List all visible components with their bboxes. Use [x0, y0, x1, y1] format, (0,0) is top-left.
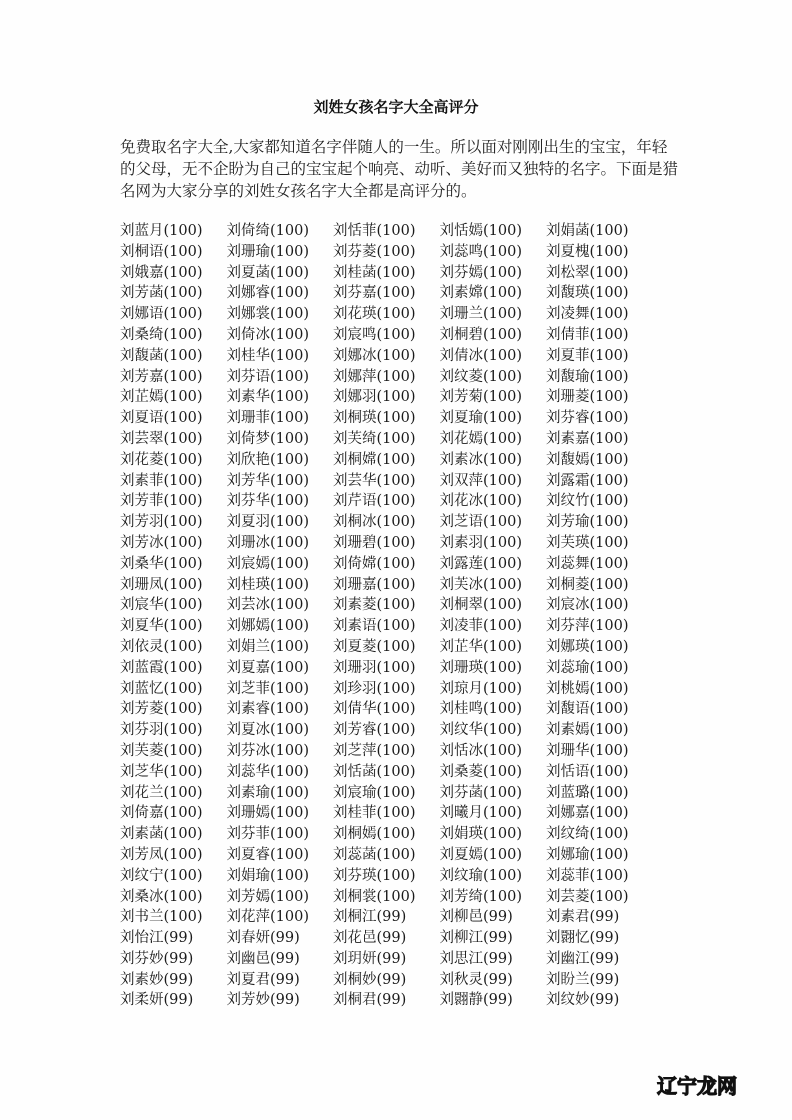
name-entry: 刘桐君(99) — [333, 992, 407, 1009]
name-entry: 刘夏槐(100) — [546, 243, 629, 260]
name-entry: 刘柳邑(99) — [439, 909, 513, 926]
name-entry: 刘芳嘉(100) — [120, 368, 203, 385]
name-entry: 刘蕊瑜(100) — [546, 659, 629, 676]
name-entry: 刘桐妙(99) — [333, 971, 407, 988]
names-row — [120, 533, 660, 554]
name-entry: 刘柳江(99) — [439, 930, 513, 947]
name-entry: 刘芸翠(100) — [120, 430, 203, 447]
name-entry: 刘芷嫣(100) — [120, 389, 203, 406]
watermark-part2: 龙网 — [697, 1074, 737, 1098]
name-entry: 刘芷华(100) — [439, 638, 522, 655]
name-entry: 刘纹绮(100) — [546, 826, 629, 843]
name-entry: 刘娟菡(100) — [546, 223, 629, 239]
name-entry: 刘盼兰(99) — [546, 971, 620, 988]
name-entry: 刘珊嘉(100) — [333, 576, 416, 593]
name-entry: 刘素华(100) — [226, 389, 309, 406]
name-entry: 刘夏嫣(100) — [439, 846, 522, 863]
name-entry: 刘娜嘉(100) — [546, 805, 629, 822]
name-entry: 刘珊菲(100) — [226, 410, 309, 427]
name-entry: 刘芙菱(100) — [120, 742, 203, 759]
name-entry: 刘翾静(99) — [439, 992, 513, 1009]
name-entry: 刘花瑛(100) — [333, 306, 416, 323]
name-entry: 刘松翠(100) — [546, 264, 629, 281]
name-entry: 刘蓝月(100) — [120, 223, 203, 239]
name-entry: 刘珊兰(100) — [439, 306, 522, 323]
name-entry: 刘夏君(99) — [226, 971, 300, 988]
names-row — [120, 803, 660, 824]
names-row — [120, 221, 660, 242]
name-entry: 刘宸冰(100) — [546, 597, 629, 614]
name-entry: 刘娜语(100) — [120, 306, 203, 323]
name-entry: 刘花冰(100) — [439, 493, 522, 510]
name-entry: 刘桐嫣(100) — [333, 826, 416, 843]
names-row — [120, 866, 660, 887]
name-entry: 刘桂华(100) — [226, 347, 309, 364]
name-entry: 刘桑冰(100) — [120, 888, 203, 905]
names-row — [120, 907, 660, 928]
name-entry: 刘蕊菡(100) — [333, 846, 416, 863]
name-entry: 刘娜瑛(100) — [546, 638, 629, 655]
name-entry: 刘蕊华(100) — [226, 763, 309, 780]
name-entry: 刘素睿(100) — [226, 701, 309, 718]
name-entry: 刘芝华(100) — [120, 763, 203, 780]
name-entry: 刘桃嫣(100) — [546, 680, 629, 697]
name-entry: 刘芙绮(100) — [333, 430, 416, 447]
name-entry: 刘素妙(99) — [120, 971, 194, 988]
name-entry: 刘芬嘉(100) — [333, 285, 416, 302]
names-row — [120, 325, 660, 346]
name-entry: 刘思江(99) — [439, 950, 513, 967]
name-entry: 刘欣艳(100) — [226, 451, 309, 468]
name-entry: 刘倚绮(100) — [226, 223, 309, 239]
name-entry: 刘娟瑛(100) — [439, 826, 522, 843]
name-entry: 刘恬语(100) — [546, 763, 629, 780]
name-entry: 刘蓝霞(100) — [120, 659, 203, 676]
name-entry: 刘娜冰(100) — [333, 347, 416, 364]
name-entry: 刘翾忆(99) — [546, 930, 620, 947]
name-entry: 刘双萍(100) — [439, 472, 522, 489]
name-entry: 刘芬语(100) — [226, 368, 309, 385]
name-entry: 刘馥瑛(100) — [546, 285, 629, 302]
name-entry: 刘芬萍(100) — [546, 618, 629, 635]
name-entry: 刘芬睿(100) — [546, 410, 629, 427]
name-entry: 刘芸冰(100) — [226, 597, 309, 614]
names-row — [120, 512, 660, 533]
names-row — [120, 699, 660, 720]
name-entry: 刘倚梦(100) — [226, 430, 309, 447]
name-entry: 刘玥妍(99) — [333, 950, 407, 967]
name-entry: 刘芬菱(100) — [333, 243, 416, 260]
name-entry: 刘依灵(100) — [120, 638, 203, 655]
name-entry: 刘芳睿(100) — [333, 722, 416, 739]
names-row — [120, 346, 660, 367]
name-entry: 刘珊华(100) — [546, 742, 629, 759]
name-entry: 刘蓝璐(100) — [546, 784, 629, 801]
name-entry: 刘夏嘉(100) — [226, 659, 309, 676]
name-entry: 刘纹竹(100) — [546, 493, 629, 510]
name-entry: 刘桐语(100) — [120, 243, 203, 260]
names-row — [120, 471, 660, 492]
names-row — [120, 679, 660, 700]
name-entry: 刘花萍(100) — [226, 909, 309, 926]
names-row — [120, 242, 660, 263]
names-row — [120, 824, 660, 845]
name-entry: 刘芝萍(100) — [333, 742, 416, 759]
name-entry: 刘芬妙(99) — [120, 950, 194, 967]
names-row — [120, 928, 660, 949]
name-entry: 刘桑华(100) — [120, 555, 203, 572]
name-entry: 刘素语(100) — [333, 618, 416, 635]
name-entry: 刘纹华(100) — [439, 722, 522, 739]
name-entry: 刘芳嫣(100) — [226, 888, 309, 905]
names-row — [120, 783, 660, 804]
name-entry: 刘芹语(100) — [333, 493, 416, 510]
name-entry: 刘纹瑜(100) — [439, 867, 522, 884]
name-entry: 刘宸瑜(100) — [333, 784, 416, 801]
name-entry: 刘倩华(100) — [333, 701, 416, 718]
name-entry: 刘娜瑜(100) — [546, 846, 629, 863]
name-entry: 刘恬菡(100) — [333, 763, 416, 780]
names-row — [120, 575, 660, 596]
names-grid — [120, 221, 660, 1011]
name-entry: 刘素嫦(100) — [439, 285, 522, 302]
name-entry: 刘馥嫣(100) — [546, 451, 629, 468]
name-entry: 刘怡江(99) — [120, 930, 194, 947]
name-entry: 刘夏睿(100) — [226, 846, 309, 863]
name-entry: 刘芬嫣(100) — [439, 264, 522, 281]
name-entry: 刘芙冰(100) — [439, 576, 522, 593]
name-entry: 刘珊瑛(100) — [439, 659, 522, 676]
name-entry: 刘凌舞(100) — [546, 306, 629, 323]
names-row — [120, 741, 660, 762]
name-entry: 刘露莲(100) — [439, 555, 522, 572]
names-row — [120, 720, 660, 741]
name-entry: 刘素瑜(100) — [226, 784, 309, 801]
name-entry: 刘素嘉(100) — [546, 430, 629, 447]
name-entry: 刘珊碧(100) — [333, 534, 416, 551]
name-entry: 刘夏菲(100) — [546, 347, 629, 364]
names-row — [120, 970, 660, 991]
names-row — [120, 283, 660, 304]
name-entry: 刘素菡(100) — [120, 826, 203, 843]
name-entry: 刘夏瑜(100) — [439, 410, 522, 427]
names-row — [120, 450, 660, 471]
name-entry: 刘花菱(100) — [120, 451, 203, 468]
name-entry: 刘倚冰(100) — [226, 326, 309, 343]
name-entry: 刘纹宁(100) — [120, 867, 203, 884]
name-entry: 刘芳绮(100) — [439, 888, 522, 905]
name-entry: 刘露霜(100) — [546, 472, 629, 489]
name-entry: 刘桐瑛(100) — [333, 410, 416, 427]
name-entry: 刘桐江(99) — [333, 909, 407, 926]
name-entry: 刘珊瑜(100) — [226, 243, 309, 260]
names-row — [120, 263, 660, 284]
name-entry: 刘蕊菲(100) — [546, 867, 629, 884]
name-entry: 刘娜嫣(100) — [226, 618, 309, 635]
name-entry: 刘珊嫣(100) — [226, 805, 309, 822]
name-entry: 刘芬菡(100) — [439, 784, 522, 801]
name-entry: 刘琼月(100) — [439, 680, 522, 697]
name-entry: 刘芳妙(99) — [226, 992, 300, 1009]
name-entry: 刘幽邑(99) — [226, 950, 300, 967]
names-row — [120, 887, 660, 908]
name-entry: 刘馥菡(100) — [120, 347, 203, 364]
name-entry: 刘秋灵(99) — [439, 971, 513, 988]
name-entry: 刘桐嫦(100) — [333, 451, 416, 468]
name-entry: 刘桑菱(100) — [439, 763, 522, 780]
name-entry: 刘芳菡(100) — [120, 285, 203, 302]
name-entry: 刘珊凤(100) — [120, 576, 203, 593]
names-row — [120, 845, 660, 866]
name-entry: 刘素菲(100) — [120, 472, 203, 489]
name-entry: 刘桂鸣(100) — [439, 701, 522, 718]
name-entry: 刘芳凤(100) — [120, 846, 203, 863]
name-entry: 刘娜裳(100) — [226, 306, 309, 323]
names-row — [120, 637, 660, 658]
name-entry: 刘桑绮(100) — [120, 326, 203, 343]
name-entry: 刘素君(99) — [546, 909, 620, 926]
name-entry: 刘宸嫣(100) — [226, 555, 309, 572]
name-entry: 刘芳瑜(100) — [546, 514, 629, 531]
name-entry: 刘曦月(100) — [439, 805, 522, 822]
name-entry: 刘素菱(100) — [333, 597, 416, 614]
names-row — [120, 387, 660, 408]
name-entry: 刘芬菲(100) — [226, 826, 309, 843]
name-entry: 刘恬嫣(100) — [439, 223, 522, 239]
name-entry: 刘芸华(100) — [333, 472, 416, 489]
name-entry: 刘娟瑜(100) — [226, 867, 309, 884]
name-entry: 刘芬瑛(100) — [333, 867, 416, 884]
name-entry: 刘倚嫦(100) — [333, 555, 416, 572]
name-entry: 刘花兰(100) — [120, 784, 203, 801]
names-row — [120, 408, 660, 429]
document-title: 刘姓女孩名字大全高评分 — [313, 98, 479, 116]
name-entry: 刘珊菱(100) — [546, 389, 629, 406]
name-entry: 刘芳冰(100) — [120, 534, 203, 551]
name-entry: 刘芝语(100) — [439, 514, 522, 531]
name-entry: 刘蕊舞(100) — [546, 555, 629, 572]
watermark-part1: 辽宁 — [657, 1074, 697, 1098]
names-row — [120, 658, 660, 679]
name-entry: 刘芳菱(100) — [120, 701, 203, 718]
names-row — [120, 367, 660, 388]
names-row — [120, 762, 660, 783]
names-row — [120, 949, 660, 970]
name-entry: 刘芙瑛(100) — [546, 534, 629, 551]
watermark-logo — [657, 1070, 737, 1099]
name-entry: 刘桂瑛(100) — [226, 576, 309, 593]
name-entry: 刘书兰(100) — [120, 909, 203, 926]
name-entry: 刘夏菱(100) — [333, 638, 416, 655]
name-entry: 刘桐菱(100) — [546, 576, 629, 593]
name-entry: 刘珍羽(100) — [333, 680, 416, 697]
name-entry: 刘恬冰(100) — [439, 742, 522, 759]
name-entry: 刘娜睿(100) — [226, 285, 309, 302]
name-entry: 刘娜羽(100) — [333, 389, 416, 406]
name-entry: 刘馥瑜(100) — [546, 368, 629, 385]
name-entry: 刘蕊鸣(100) — [439, 243, 522, 260]
name-entry: 刘夏羽(100) — [226, 514, 309, 531]
names-row — [120, 554, 660, 575]
name-entry: 刘花嫣(100) — [439, 430, 522, 447]
name-entry: 刘娟兰(100) — [226, 638, 309, 655]
name-entry: 刘芬羽(100) — [120, 722, 203, 739]
name-entry: 刘素冰(100) — [439, 451, 522, 468]
name-entry: 刘恬菲(100) — [333, 223, 416, 239]
name-entry: 刘倚嘉(100) — [120, 805, 203, 822]
name-entry: 刘桐翠(100) — [439, 597, 522, 614]
name-entry: 刘夏冰(100) — [226, 722, 309, 739]
name-entry: 刘宸华(100) — [120, 597, 203, 614]
names-row — [120, 304, 660, 325]
name-entry: 刘夏华(100) — [120, 618, 203, 635]
names-row — [120, 429, 660, 450]
names-row — [120, 595, 660, 616]
name-entry: 刘纹妙(99) — [546, 992, 620, 1009]
name-entry: 刘桂菲(100) — [333, 805, 416, 822]
name-entry: 刘芬冰(100) — [226, 742, 309, 759]
name-entry: 刘春妍(99) — [226, 930, 300, 947]
name-entry: 刘娜萍(100) — [333, 368, 416, 385]
name-entry: 刘幽江(99) — [546, 950, 620, 967]
names-row — [120, 491, 660, 512]
name-entry: 刘蓝忆(100) — [120, 680, 203, 697]
name-entry: 刘桐碧(100) — [439, 326, 522, 343]
name-entry: 刘芸菱(100) — [546, 888, 629, 905]
name-entry: 刘馥语(100) — [546, 701, 629, 718]
name-entry: 刘素羽(100) — [439, 534, 522, 551]
names-row — [120, 616, 660, 637]
name-entry: 刘芝菲(100) — [226, 680, 309, 697]
name-entry: 刘倩冰(100) — [439, 347, 522, 364]
name-entry: 刘柔妍(99) — [120, 992, 194, 1009]
name-entry: 刘夏菡(100) — [226, 264, 309, 281]
name-entry: 刘桂菡(100) — [333, 264, 416, 281]
intro-paragraph: 免费取名字大全,大家都知道名字伴随人的一生。所以面对刚刚出生的宝宝，年轻的父母，无不企盼为自己的宝宝起个响亮、动听、美好而又独特的名字。下面是猎名网为大家分享的刘姓女孩名字大全都是高评分的。 — [120, 138, 679, 200]
name-entry: 刘芳华(100) — [226, 472, 309, 489]
name-entry: 刘桐冰(100) — [333, 514, 416, 531]
name-entry: 刘凌菲(100) — [439, 618, 522, 635]
name-entry: 刘芳菲(100) — [120, 493, 203, 510]
name-entry: 刘娥嘉(100) — [120, 264, 203, 281]
name-entry: 刘桐裳(100) — [333, 888, 416, 905]
name-entry: 刘珊冰(100) — [226, 534, 309, 551]
name-entry: 刘纹菱(100) — [439, 368, 522, 385]
name-entry: 刘珊羽(100) — [333, 659, 416, 676]
name-entry: 刘芬华(100) — [226, 493, 309, 510]
name-entry: 刘花邑(99) — [333, 930, 407, 947]
name-entry: 刘芳菊(100) — [439, 389, 522, 406]
name-entry: 刘夏语(100) — [120, 410, 203, 427]
name-entry: 刘芳羽(100) — [120, 514, 203, 531]
name-entry: 刘倩菲(100) — [546, 326, 629, 343]
names-row — [120, 990, 660, 1011]
name-entry: 刘宸鸣(100) — [333, 326, 416, 343]
name-entry: 刘素嫣(100) — [546, 722, 629, 739]
